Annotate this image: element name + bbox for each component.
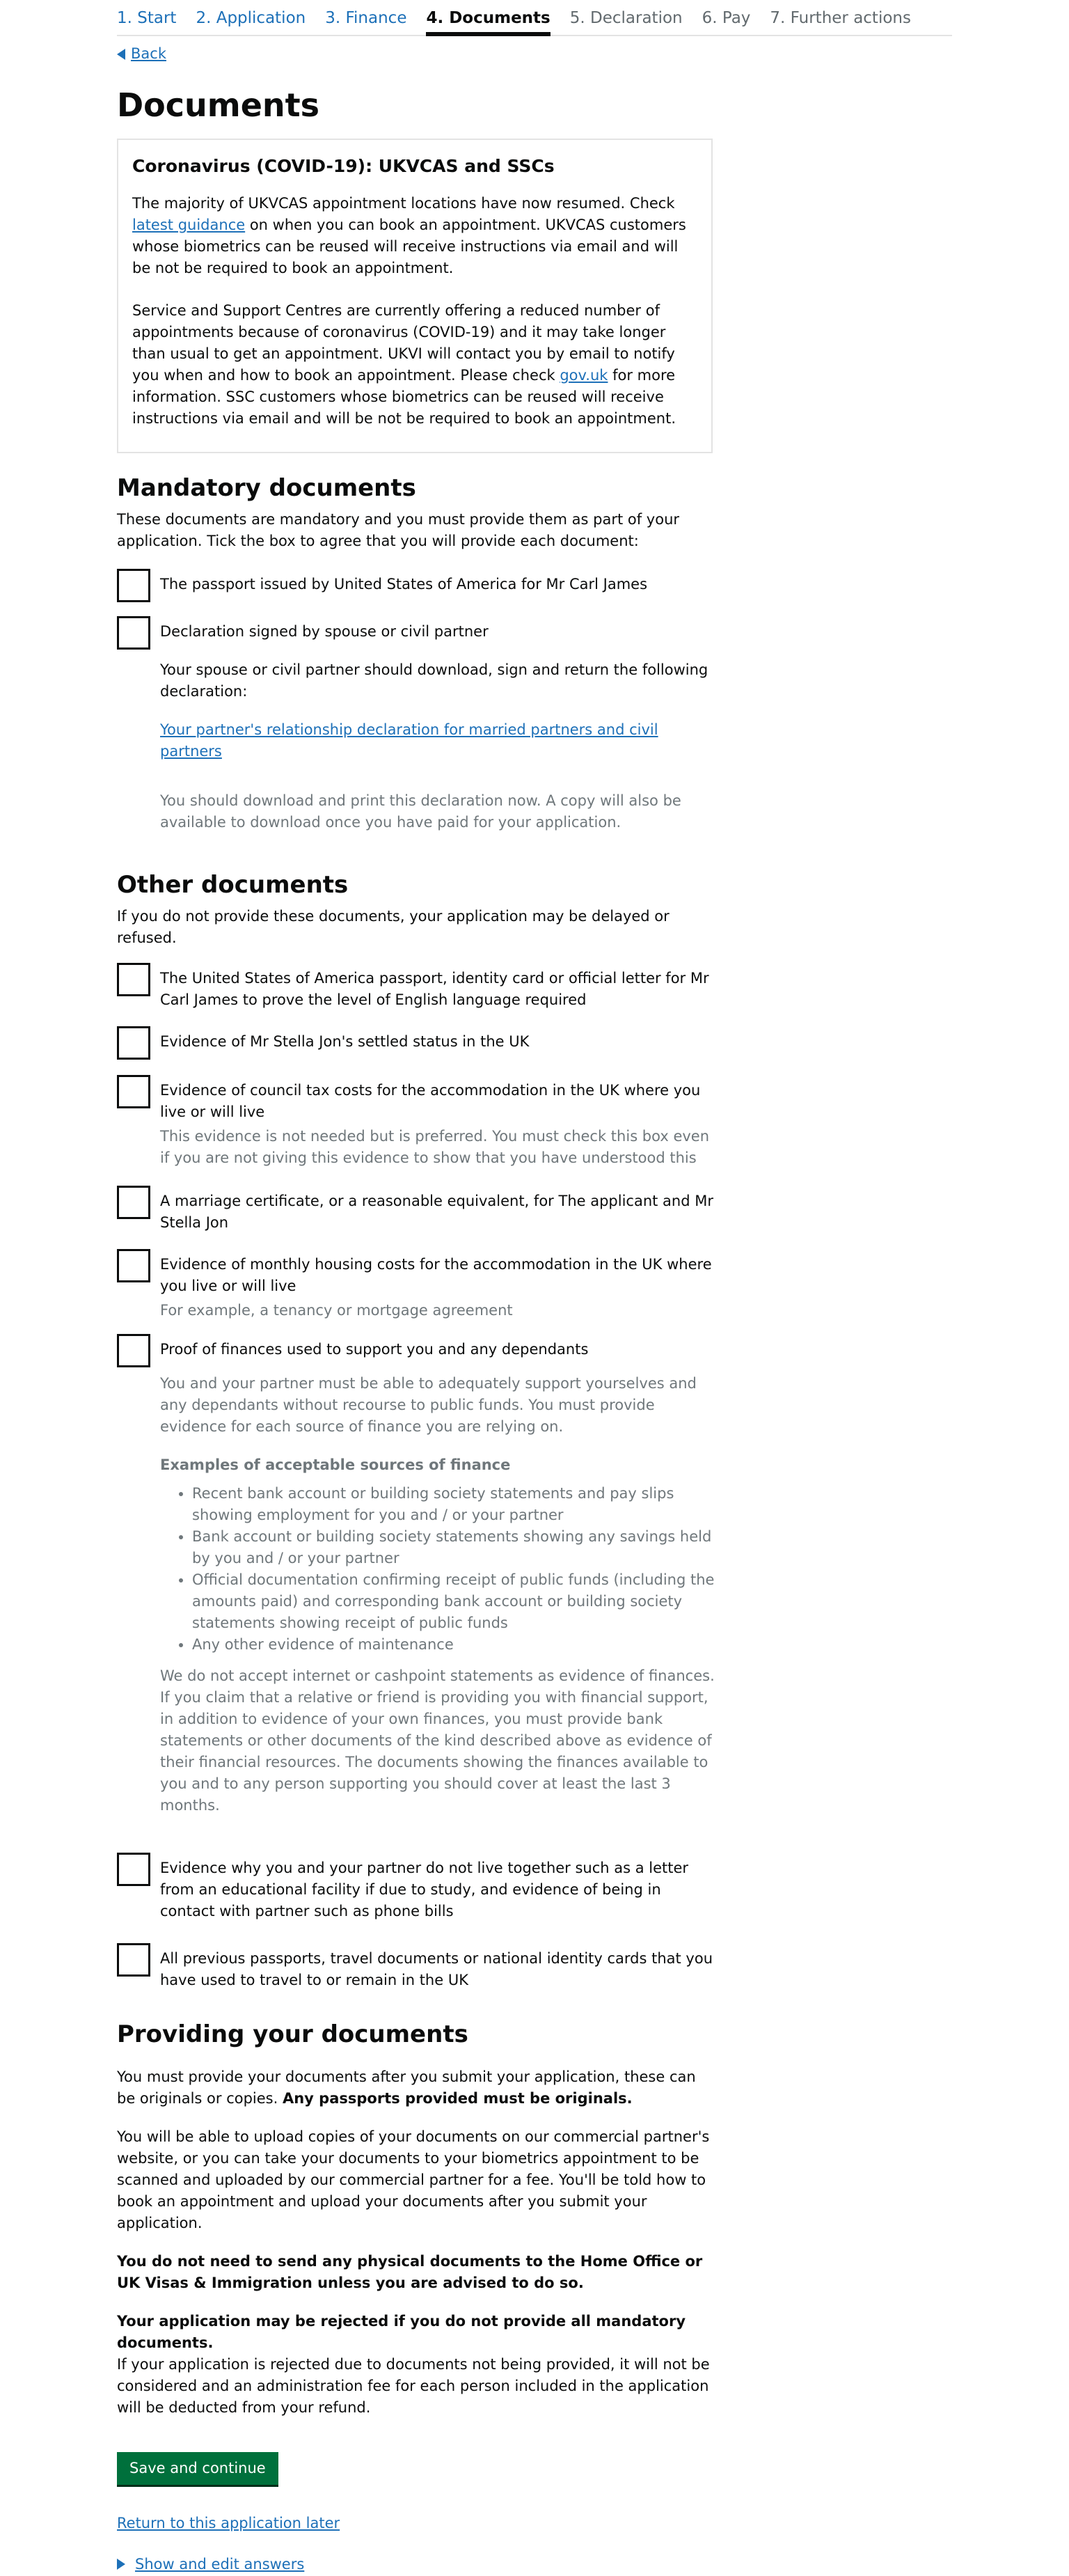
save-and-continue-button[interactable]: Save and continue [117, 2452, 278, 2485]
providing-text: You must provide your documents after you submit your application, these can be originals or copies. [117, 2068, 696, 2107]
checkbox-label: All previous passports, travel documents or national identity cards that you have used to travel to or remain in the UK [160, 1949, 713, 1988]
checkbox-passport[interactable] [117, 569, 715, 602]
checkbox-finances[interactable] [117, 1334, 715, 1367]
finance-hint: You and your partner must be able to adequately support yourselves and any dependants without recourse to public funds. You must provide evidence for each source of finance you are relying on. [160, 1374, 697, 1435]
housing-hint: For example, a tenancy or mortgage agreement [160, 1301, 513, 1319]
checkbox-label: Proof of finances used to support you and any dependants [160, 1340, 589, 1358]
show-answers-toggle[interactable] [117, 2554, 304, 2575]
checkbox-previous-passports[interactable] [117, 1943, 715, 1991]
checkbox-square[interactable] [117, 1026, 150, 1060]
providing-paragraph-3: You do not need to send any physical documents to the Home Office or UK Visas & Immigration unless you are advised to do so. [117, 2252, 703, 2291]
providing-heading: Providing your documents [117, 2020, 468, 2048]
other-heading: Other documents [117, 870, 349, 899]
progress-step-5: 5. Declaration [569, 9, 683, 27]
return-link-wrap [117, 2513, 1069, 2534]
progress-step-3[interactable]: 3. Finance [325, 9, 407, 27]
declaration-text: Your spouse or civil partner should download, sign and return the following declaration: [160, 661, 708, 700]
finance-example-item: • Recent bank account or building society statements and pay slips showing employment for you and / or your partner [192, 1483, 715, 1526]
progress-step-4: 4. Documents [426, 7, 550, 36]
passports-originals-note: Any passports provided must be originals. [282, 2089, 633, 2107]
checkbox-square[interactable] [117, 1075, 150, 1108]
declaration-download-link[interactable]: Your partner's relationship declaration for married partners and civil partners [160, 721, 658, 760]
checkbox-english[interactable] [117, 963, 715, 1011]
checkbox-label: The passport issued by United States of America for Mr Carl James [160, 575, 648, 592]
finance-details [160, 1373, 715, 1816]
notice-paragraph-1 [132, 193, 696, 279]
progress-step-7: 7. Further actions [770, 9, 911, 27]
mandatory-heading: Mandatory documents [117, 473, 416, 502]
providing-paragraph-1 [117, 2066, 715, 2110]
finance-examples-heading: Examples of acceptable sources of finance [160, 1456, 511, 1473]
checkbox-square[interactable] [117, 1249, 150, 1282]
declaration-hint: You should download and print this declaration now. A copy will also be available to download once you have paid for your application. [160, 792, 681, 831]
checkbox-label: Declaration signed by spouse or civil partner [160, 622, 489, 640]
covid-notice [117, 139, 713, 453]
progress-step-2[interactable]: 2. Application [196, 9, 306, 27]
notice-paragraph-2 [132, 300, 696, 430]
checkbox-marriage[interactable] [117, 1186, 715, 1234]
progress-step-6: 6. Pay [702, 9, 751, 27]
finance-example-item: • Any other evidence of maintenance [192, 1634, 715, 1656]
checkbox-square[interactable] [117, 1334, 150, 1367]
notice-text: The majority of UKVCAS appointment locations have now resumed. Check [132, 194, 675, 212]
progress-step-1[interactable]: 1. Start [117, 9, 177, 27]
checkbox-council-tax[interactable] [117, 1075, 715, 1123]
declaration-details [160, 659, 715, 833]
notice-text: Service and Support Centres are currently offering a reduced number of appointments because of coronavirus (COVID-19) and it may take longer than usual to get an appointment. UKVI will contact you by email to notify you when and how to book an appointment. Please check [132, 301, 675, 384]
checkbox-label: Evidence of monthly housing costs for the accommodation in the UK where you live or will live [160, 1255, 712, 1294]
gov-uk-link[interactable]: gov.uk [560, 366, 608, 384]
rejection-text: If your application is rejected due to documents not being provided, it will not be considered and an administration fee for each person included in the application will be deducted from your refund. [117, 2355, 710, 2416]
providing-paragraph-4 [117, 2311, 715, 2419]
latest-guidance-link[interactable]: latest guidance [132, 216, 246, 233]
back-arrow-icon [117, 49, 125, 60]
council-hint: This evidence is not needed but is preferred. You must check this box even if you are not giving this evidence to show that you have understood this [160, 1127, 710, 1166]
finance-example-item: • Bank account or building society statements showing any savings held by you and / or your partner [192, 1526, 715, 1569]
save-button-wrap [117, 2440, 1069, 2513]
checkbox-square[interactable] [117, 616, 150, 650]
finance-examples-list [160, 1483, 715, 1656]
rejection-warning: Your application may be rejected if you do not provide all mandatory documents. [117, 2312, 686, 2351]
checkbox-square[interactable] [117, 569, 150, 602]
finance-example-item: • Official documentation confirming receipt of public funds (including the amounts paid) and corresponding bank account or building society statements showing receipt of public funds [192, 1569, 715, 1634]
checkbox-label: Evidence of council tax costs for the accommodation in the UK where you live or will live [160, 1081, 701, 1120]
checkbox-label: Evidence why you and your partner do not live together such as a letter from an educational facility if due to study, and evidence of being in contact with partner such as phone bills [160, 1859, 689, 1919]
other-intro: If you do not provide these documents, your application may be delayed or refused. [117, 907, 670, 946]
checkbox-label: A marriage certificate, or a reasonable equivalent, for The applicant and Mr Stella Jon [160, 1192, 713, 1231]
checkbox-living-apart[interactable] [117, 1853, 715, 1922]
notice-text: for more information. SSC customers whose biometrics can be reused will receive instructions via email and will be not be required to book an appointment. [132, 366, 676, 427]
checkbox-square[interactable] [117, 1943, 150, 1977]
providing-paragraph-2: You will be able to upload copies of your documents on our commercial partner's website, or you can take your documents to your biometrics appointment to be scanned and uploaded by our commercial partner for a fee. You'll be told how to book an appointment and upload your documents after you submit your application. [117, 2128, 710, 2231]
checkbox-square[interactable] [117, 1853, 150, 1886]
checkbox-housing[interactable] [117, 1249, 715, 1297]
back-label: Back [131, 45, 166, 62]
checkbox-square[interactable] [117, 1186, 150, 1219]
mandatory-intro: These documents are mandatory and you must provide them as part of your application. Tick the box to agree that you will provide each document: [117, 510, 680, 549]
progress-steps [117, 0, 952, 36]
checkbox-label: The United States of America passport, identity card or official letter for Mr Carl James to prove the level of English language required [160, 969, 709, 1008]
notice-heading: Coronavirus (COVID-19): UKVCAS and SSCs [132, 155, 555, 176]
checkbox-label: Evidence of Mr Stella Jon's settled status in the UK [160, 1032, 530, 1050]
back-link[interactable] [117, 43, 166, 65]
show-answers-label: Show and edit answers [135, 2555, 305, 2573]
checkbox-square[interactable] [117, 963, 150, 996]
return-later-link[interactable]: Return to this application later [117, 2514, 340, 2531]
checkbox-settled-status[interactable] [117, 1026, 715, 1060]
finance-note: We do not accept internet or cashpoint statements as evidence of finances. If you claim that a relative or friend is providing you with financial support, in addition to evidence of your own finances, you must provide bank statements or other documents of the kind described above as evidence of their financial resources. The documents showing the finances available to you and to any person supporting you should cover at least the last 3 months. [160, 1667, 715, 1814]
expand-arrow-icon [117, 2559, 125, 2570]
checkbox-declaration[interactable] [117, 616, 715, 650]
page-title: Documents [117, 86, 320, 124]
notice-text: on when you can book an appointment. UKVCAS customers whose biometrics can be reused will receive instructions via email and will be not be required to book an appointment. [132, 216, 686, 276]
declaration-link-wrap [160, 719, 715, 762]
